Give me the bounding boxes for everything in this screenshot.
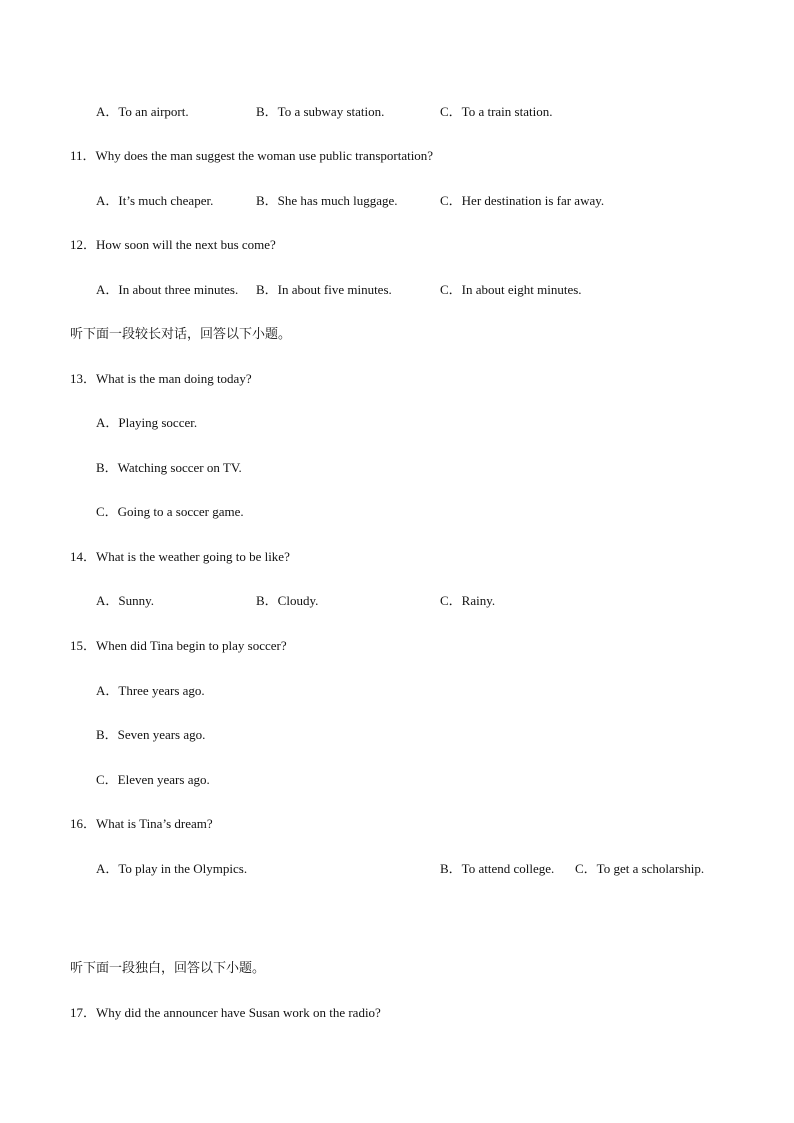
q13-stem: 13．What is the man doing today? bbox=[70, 371, 252, 386]
q12-option-a: A．In about three minutes. bbox=[96, 282, 239, 297]
q16-stem: 16．What is Tina’s dream? bbox=[70, 816, 213, 831]
q12-option-b: B．In about five minutes. bbox=[256, 282, 392, 297]
q10-option-a: A．To an airport. bbox=[96, 104, 189, 119]
q16-option-c: C．To get a scholarship. bbox=[575, 861, 705, 876]
q12-stem: 12．How soon will the next bus come? bbox=[70, 237, 276, 252]
section-heading-monologue: 听下面一段独白，回答以下小题。 bbox=[70, 960, 266, 975]
q15-option-b: B．Seven years ago. bbox=[96, 727, 206, 742]
q14-option-c: C．Rainy. bbox=[440, 593, 496, 608]
section-heading-dialogue: 听下面一段较长对话，回答以下小题。 bbox=[70, 326, 292, 341]
q10-option-b: B．To a subway station. bbox=[256, 104, 385, 119]
q13-option-c: C．Going to a soccer game. bbox=[96, 504, 244, 519]
q14-option-a: A．Sunny. bbox=[96, 593, 155, 608]
q15-option-c: C．Eleven years ago. bbox=[96, 772, 210, 787]
q11-option-c: C．Her destination is far away. bbox=[440, 193, 605, 208]
q17-stem: 17．Why did the announcer have Susan work on the radio? bbox=[70, 1005, 381, 1020]
q11-option-a: A．It’s much cheaper. bbox=[96, 193, 214, 208]
q16-option-a: A．To play in the Olympics. bbox=[96, 861, 248, 876]
q10-option-c: C．To a train station. bbox=[440, 104, 553, 119]
q15-stem: 15．When did Tina begin to play soccer? bbox=[70, 638, 287, 653]
q13-option-b: B．Watching soccer on TV. bbox=[96, 460, 242, 475]
q16-option-b: B．To attend college. bbox=[440, 861, 555, 876]
q13-option-a: A．Playing soccer. bbox=[96, 415, 198, 430]
q14-option-b: B．Cloudy. bbox=[256, 593, 319, 608]
q11-stem: 11．Why does the man suggest the woman use public transportation? bbox=[70, 148, 434, 163]
q12-option-c: C．In about eight minutes. bbox=[440, 282, 582, 297]
q15-option-a: A．Three years ago. bbox=[96, 683, 205, 698]
q14-stem: 14．What is the weather going to be like? bbox=[70, 549, 290, 564]
q11-option-b: B．She has much luggage. bbox=[256, 193, 398, 208]
